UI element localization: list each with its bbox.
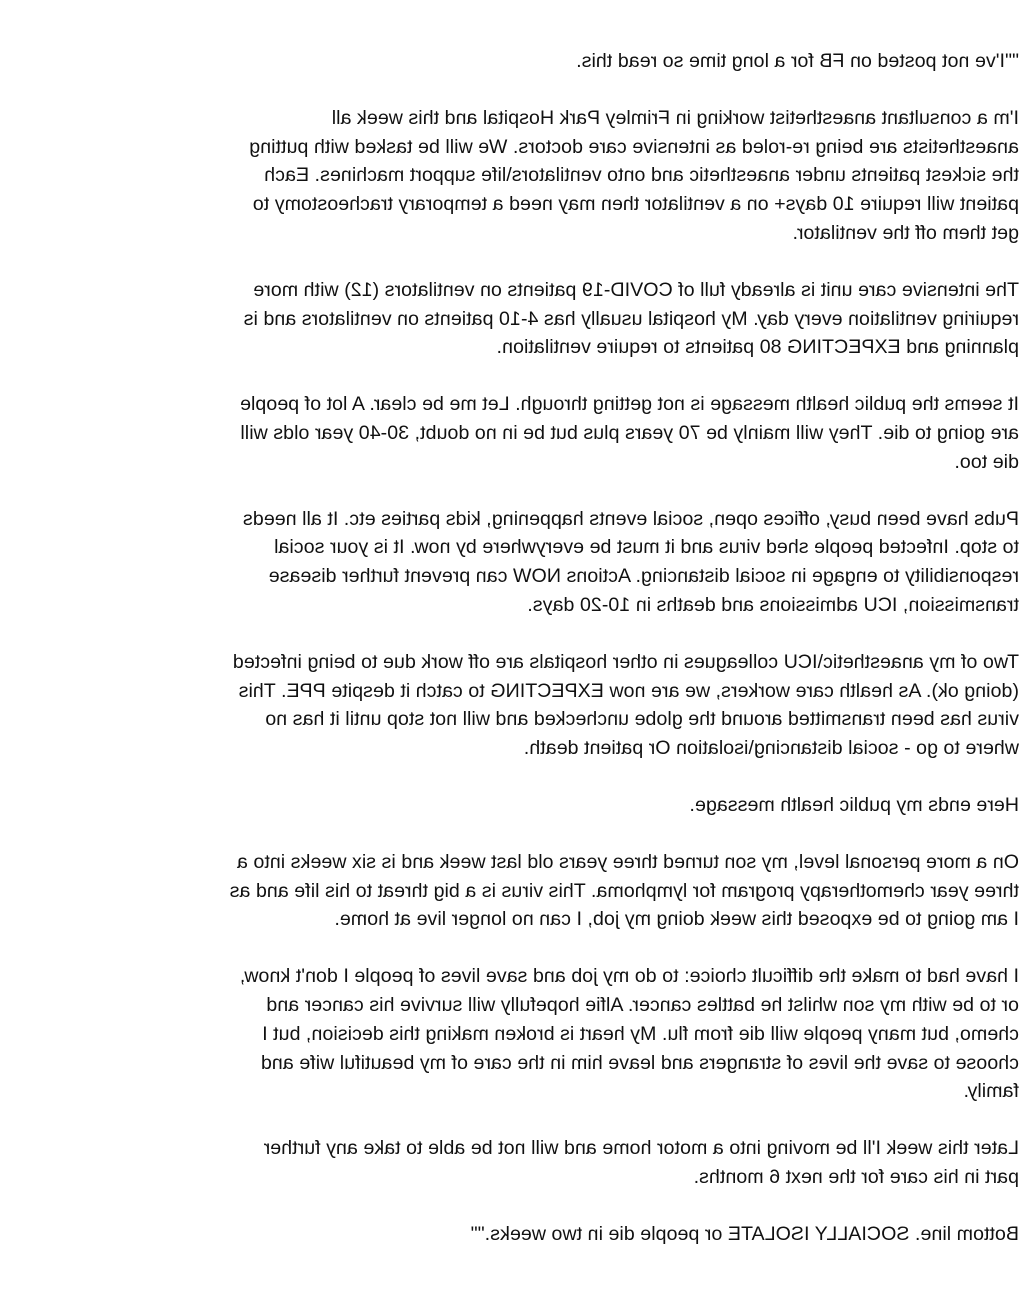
paragraph-role: I'm a consultant anaesthetist working in Frimley Park Hospital and this week all anaesthetists are being re-roled as intensive care doctors. We will be tasked with putting the sickest patients under anaesthetic and onto ventilators\life support machines. Each patient will require 10 days+ on a ventilator then may need a temporary tracheostomy to get them off the ventilator.	[249, 106, 1019, 244]
paragraph-public-health: It seems the public health message is not getting through. Let me be clear. A lot of people are going to die. They will mainly be 70 years plus but be in no doubt, 30-40 year olds will die too.	[240, 393, 1019, 473]
paragraph-motor-home: Later this week I'll be moving into a motor home and will not be able to take any further part in his care for the next 6 months.	[263, 1137, 1019, 1188]
paragraph-intro: ""I've not posted on FB for a long time so read this.	[576, 50, 1019, 72]
paragraph-icu-capacity: The intensive care unit is already full of COVID-19 patients on ventilators (12) with more requiring ventilation every day. My hospital usually has 4-10 patients on ventilators and is planning and EXPECTING 80 patients to require ventilation.	[243, 278, 1019, 359]
post-text	[19, 47, 1019, 1249]
paragraph-personal: On a more personal level, my son turned three years old last week and is six weeks into a three year chemotherapy program for lymphoma. This virus is a big threat to his life and as I am going to be exposed this week doing my job, I can no longer live at home.	[229, 850, 1019, 931]
paragraph-colleagues: Two of my anaesthetic\ICU colleagues in other hospitals are off work due to being infected (doing ok). As health care workers, we are now EXPECTING to catch it despite PPE. This virus has been transmitted around the globe unchecked and will not stop until it has no where to go - social distancing\isolation Or patient death.	[232, 650, 1019, 760]
paragraph-choice: I have had to make the difficult choice: to do my job and save lives of people I don't know, or to be with my son whilst he battles cancer. Alfie hopefully will survive his cancer and chemo, but many people will die from flu. My heart is broken making this decision, but I choose to save the lives of strangers and leave him in the care of my beautiful wife and family.	[239, 965, 1019, 1103]
paragraph-message-end: Here ends my public health message.	[689, 793, 1019, 816]
paragraph-bottom-line: Bottom line. SOCIALLY ISOLATE or people die in two weeks.""	[470, 1222, 1019, 1245]
paragraph-social-distancing: Pubs have been busy, offices open, social events happening, kids parties etc. It all needs to stop. Infected people shed virus and it must be everywhere by now. It is your social responsibility to engage in social distancing. Actions NOW can prevent further disease transmission, ICU admissions and deaths in 10-20 days.	[242, 507, 1019, 616]
